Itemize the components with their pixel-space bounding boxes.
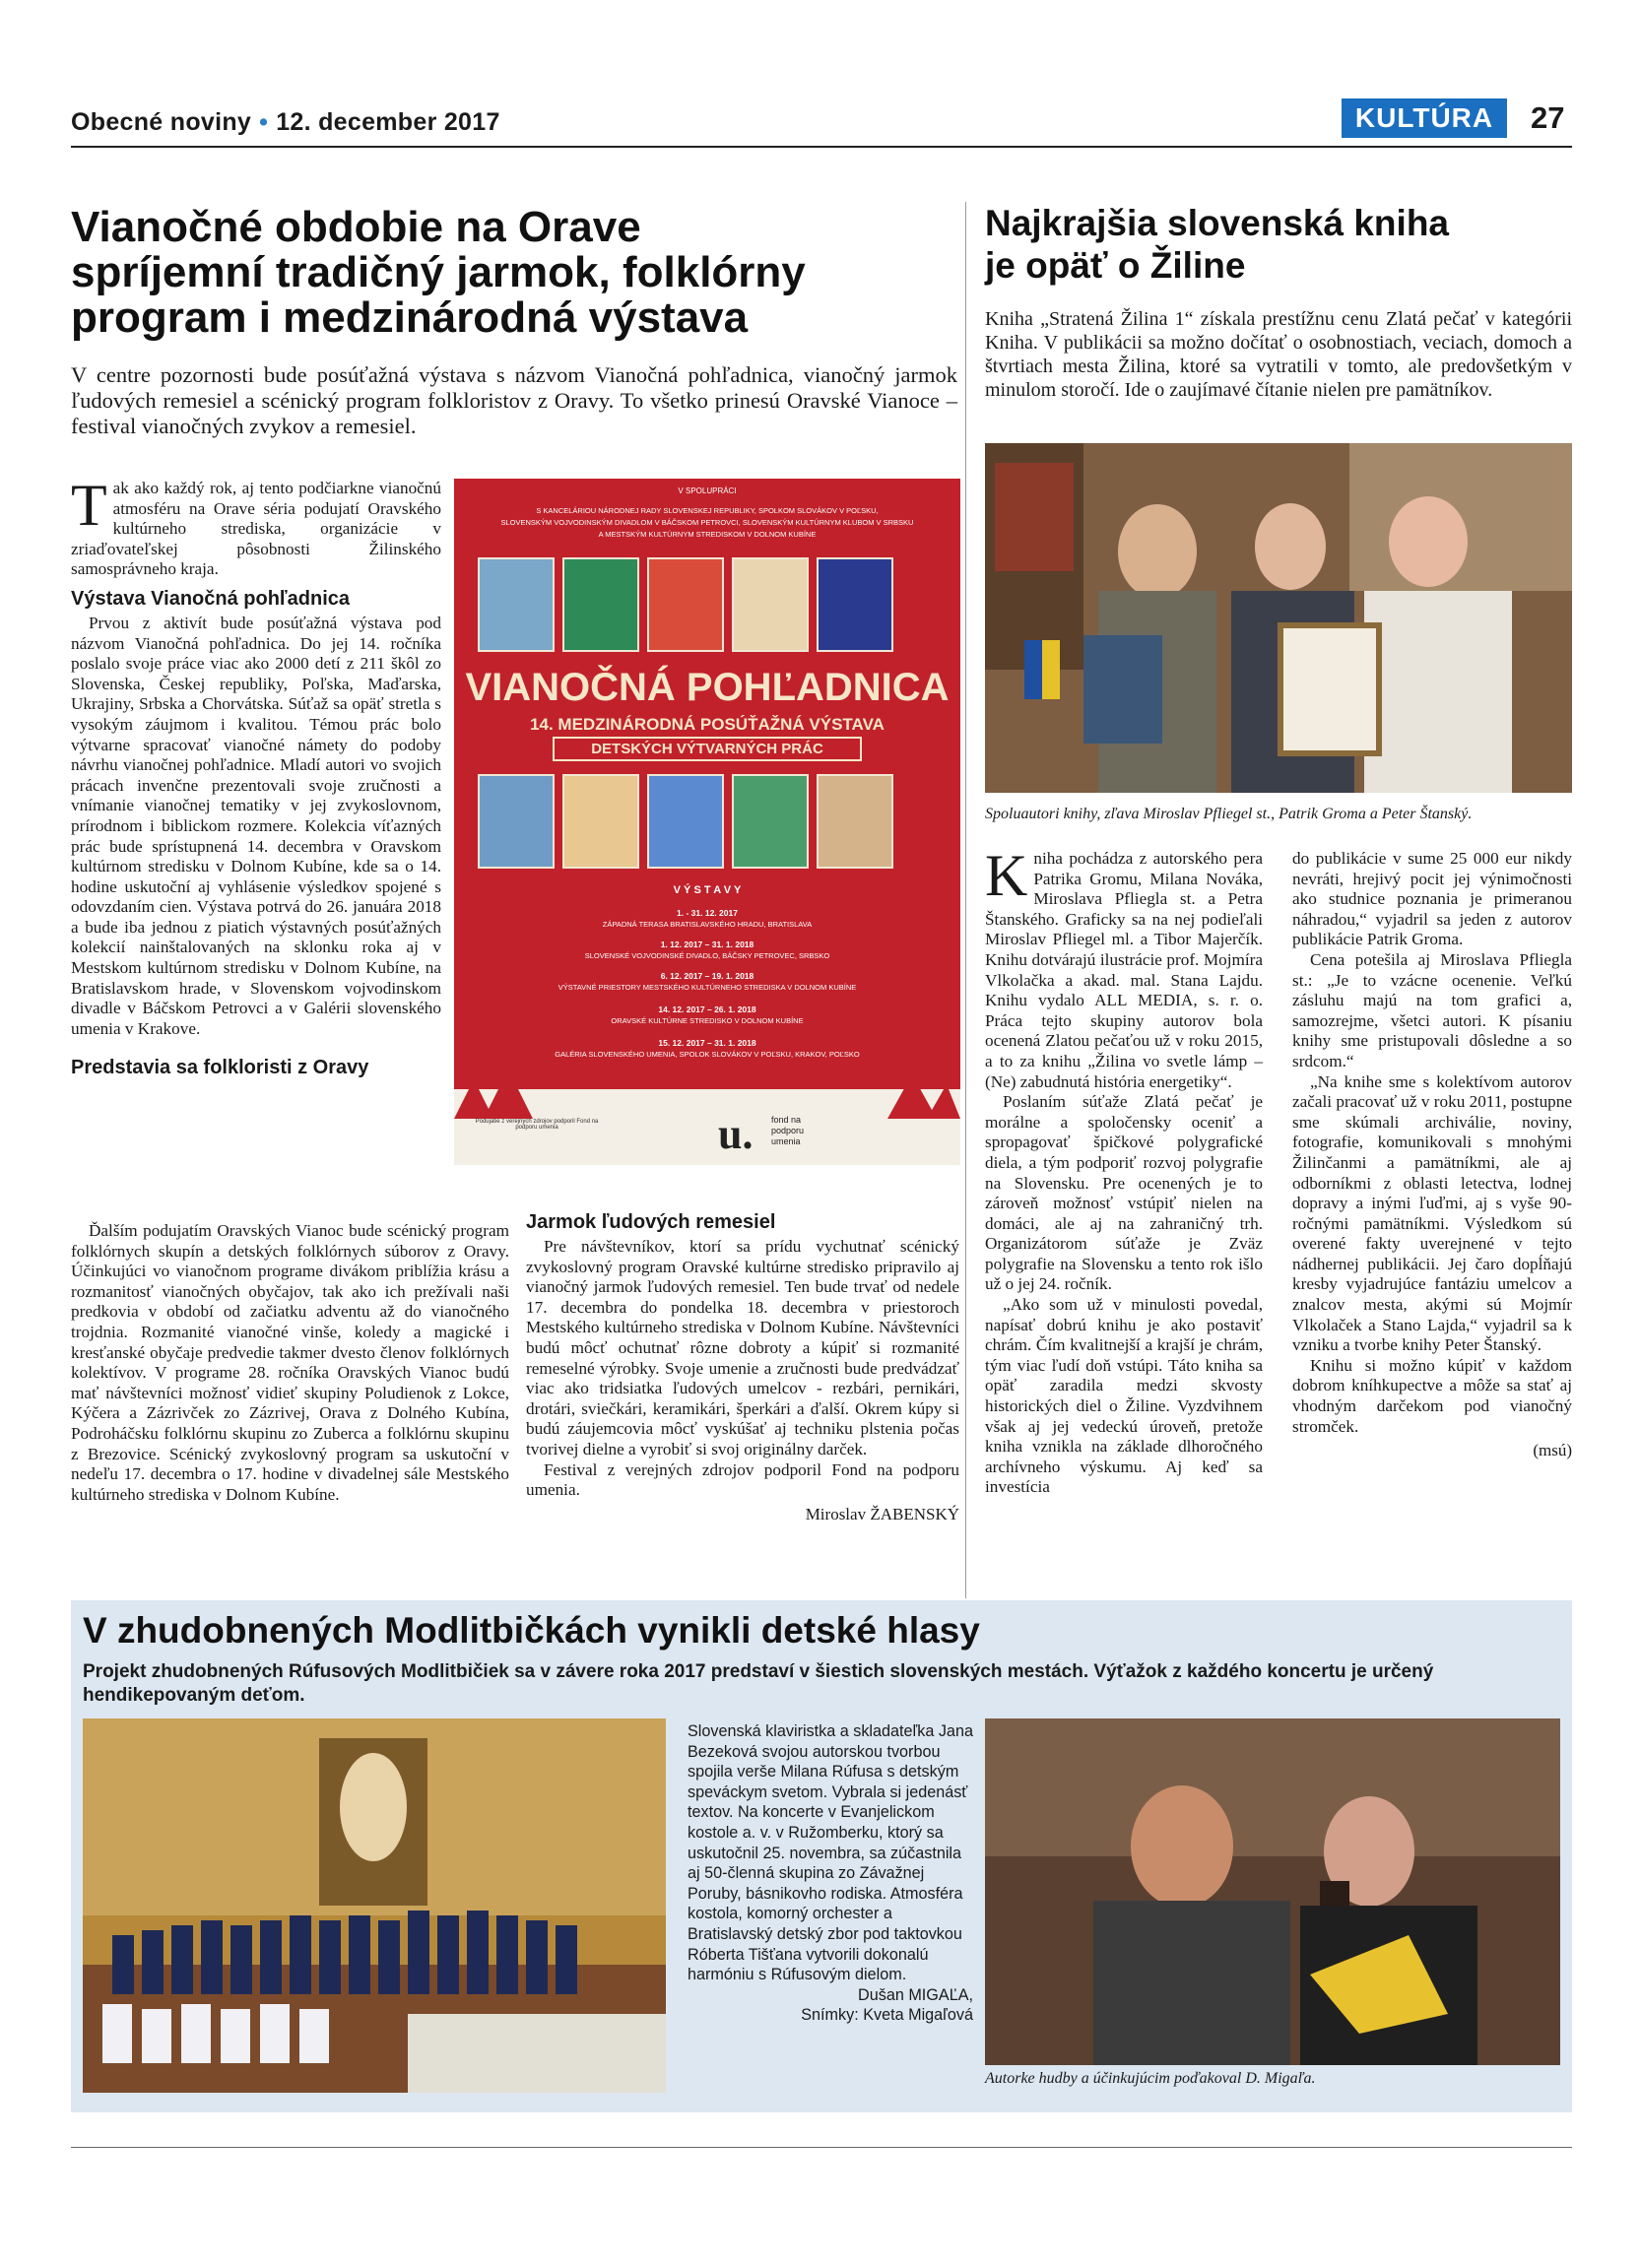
main-column-folklore <box>71 1221 509 1505</box>
poster-image: V SPOLUPRÁCI S KANCELÁRIOU NÁRODNEJ RADY SLOVENSKEJ REPUBLIKY, SPOLKOM SLOVÁKOV V POĽSKU, SLOVENSKÝM VOJVODINSKÝM DIVADLOM V BÁČSKOM PETROVCI, SLOVENSKÝM KULTÚRNYM KLUBOM V SRBSKU A MESTSKÝM KULTÚRNYM STREDISKOM V DOLNOM KUBÍNE VIANOČNÁ POHĽADNICA 14. MEDZINÁRODNÁ POSÚŤAŽNÁ VÝSTAVA DETSKÝCH VÝTVARNÝCH PRÁC V Ý S T A V Y 1. - 31. 12. 2017 ZÁPADNÁ TERASA BRATISLAVSKÉHO HRADU, BRATISLAVA 1. 12. 2017 – 31. 1. 2018 SLOVENSKÉ VOJVODINSKÉ DIVADLO, BÁČSKY PETROVEC, SRBSKO 6. 12. 2017 – 19. 1. 2018 VÝSTAVNÉ PRIESTORY MESTSKÉHO KULTÚRNEHO STREDISKA V DOLNOM KUBÍNE 14. 12. 2017 – 26. 1. 2018 ORAVSKÉ KULTÚRNE STREDISKO V DOLNOM KUBÍNE 15. 12. 2017 – 31. 1. 2018 GALÉRIA SLOVENSKÉHO UMENIA, SPOLOK SLOVÁKOV V POĽSKU, KRAKOV, POĽSKO Podujatie z verejných zdrojov podporil Fond na podporu umenia u. fond na podporu umenia <box>454 479 960 1165</box>
choir-photo <box>83 1718 666 2093</box>
dropcap: T <box>71 473 107 538</box>
main-column-jarmok <box>526 1203 959 1524</box>
header-date: 12. december 2017 <box>276 108 500 136</box>
side-lead: Kniha „Stratená Žilina 1“ získala prestížnu cenu Zlatá pečať v kategórii Kniha. V publikácii sa možno dočítať o osobnostiach, veciach, domoch a štvrtiach mesta Žilina, ktoré sa vytratili v tomto, ale predovšetkým v minulom storočí. Ide o zaujímavé čítanie nielen pre pamätníkov. <box>985 308 1572 401</box>
authors-photo-caption: Spoluautori knihy, zľava Miroslav Pfliegel st., Patrik Groma a Peter Štanský. <box>985 806 1473 822</box>
header-rule <box>71 146 1572 148</box>
side-headline: Najkrajšia slovenská kniha je opäť o Žiline <box>985 203 1449 286</box>
bottom-lead: Projekt zhudobnených Rúfusových Modlitbičiek sa v závere roka 2017 predstaví v šiestich slovenských mestách. Výťažok z každého koncertu je určený hendikepovaným deťom. <box>83 1661 1434 1706</box>
paragraph-market: Pre návštevníkov, ktorí sa prídu vychutnať scénický zvykoslovný program Oravské kultúrne stredisko pripravilo aj vianočný jarmok ľudových remesiel. Ten bude trvať od nedele 17. decembra do pondelka 18. decembra v priestoroch Mestského kultúrneho strediska v Dolnom Kubíne. Návštevníci budú môcť ochutnať rôzne dobroty a kúpiť si rozmanité remeselné výrobky. Svoje umenie a zručnosti bude predvádzať viac ako tridsiatka ľudových umelcov - rezbári, pernikári, drotári, sviečkári, keramikári, šperkári a ďalší. Okrem kúpy si budú záujemcovia môcť vyskúšať aj techniku plstenia počas tvorivej dielne a vyrobiť si svoj originálny darček. <box>526 1237 959 1458</box>
poster-logo: u. <box>718 1110 754 1158</box>
subhead-folklore: Predstavia sa folkloristi z Oravy <box>71 1057 369 1079</box>
main-author: Miroslav ŽABENSKÝ <box>805 1504 959 1523</box>
side-column-2: do publikácie v sume 25 000 eur nikdy nevráti, hrejivý pocit jej výnimočnosti ako studnice poznania je primeranou náhradou,“ vyjadril sa jeden z autorov publikácie Patrik Groma. Cena potešila aj Miroslava Pfliegla st.: „Je to vzácne ocenenie. Veľkú zásluhu majú na tom grafici a, samozrejme, všetci autori. K písaniu knihy sme pristupovali dôsledne a so srdcom.“ „Na knihe sme s kolektívom autorov začali pracovať už v roku 2011, postupne sme skúmali archiválie, noviny, fotografie, komunikovali s mnohými Žilinčanmi a pamätníkmi, ale aj odborníkmi z oblasti letectva, lodnej dopravy a inými ľuďmi, aj s vyše 90-ročnými pamätníkmi. Výsledkom sú overené fakty uverejnené v tejto nádhernej publikácii. Jej čaro dopĺňajú kresby vyjadrujúce fantáziu umelcov a znalcov mesta, akými sú Mojmír Vlkolaček a Stano Lajda,“ vyjadril sa k vzniku a tvorbe knihy Peter Štanský. Knihu si možno kúpiť v každom dobrom kníhkupectve a môže sa stať aj vhodným darčekom pod vianočný stromček. (msú) <box>1292 849 1572 1460</box>
side-dropcap: K <box>985 843 1028 908</box>
side-author: (msú) <box>1533 1441 1572 1460</box>
paragraph-support: Festival z verejných zdrojov podporil Fond na podporu umenia. <box>526 1459 959 1500</box>
page-number: 27 <box>1531 100 1565 135</box>
subhead-market: Jarmok ľudových remesiel <box>526 1211 776 1233</box>
thanks-photo <box>985 1718 1560 2065</box>
intro-text: ak ako každý rok, aj tento podčiarkne vianočnú atmosféru na Orave séria podujatí Oravského kultúrneho strediska, organizácie v zriaďovateľskej pôsobnosti Žilinského samosprávneho kraja. <box>71 479 441 579</box>
paragraph-folklore: Ďalším podujatím Oravských Vianoc bude scénický program folklórnych skupín a detských folklórnych súborov z Oravy. Účinkujúci vo vianočnom programe divákom priblížia krásu a rozmanitosť vianočných obyčajov, tak ako ich prežívali naši predkovia v období od začiatku adventu až do vianočného trojdnia. Rozmanité vianočné vinše, koledy a magické i kresťanské obyčaje predvedie takmer dvesto členov folklórnych kolektívov. V programe 28. ročníka Oravských Vianoc budú mať návštevníci možnosť vidieť skupiny Poludienok z Lokce, Kýčera a Zázrivček zo Zázrivej, Orava z Dolného Kubína, Podroháčsku folklórnu skupinu zo Zuberca a folklórnu skupinu z Brezovice. Scénický zvykoslovný program sa uskutoční v nedeľu 17. decembra o 17. hodine v divadelnej sále Mestského kultúrneho strediska v Dolnom Kubíne. <box>71 1221 509 1504</box>
header-separator: • <box>259 108 269 136</box>
main-lead: V centre pozornosti bude posúťažná výstava s názvom Vianočná pohľadnica, vianočný jarmok ľudových remesiel a scénický program folkloristov z Oravy. To všetko prinesú Oravské Vianoce – festival vianočných zvykov a remesiel. <box>71 362 957 438</box>
section-label: KULTÚRA <box>1342 98 1507 138</box>
authors-photo <box>985 443 1572 793</box>
bottom-photo-credit: Snímky: Kveta Migaľová <box>801 2006 973 2025</box>
main-column-1 <box>71 473 441 1082</box>
subhead-exhibition: Výstava Vianočná pohľadnica <box>71 587 350 610</box>
footer-rule <box>71 2147 1572 2148</box>
paragraph-exhibition: Prvou z aktivít bude posúťažná výstava pod názvom Vianočná pohľadnica. Do jej 14. ročníka poslalo svoje práce viac ako 2000 detí z 211 škôl zo Slovenska, Českej republiky, Poľska, Maďarska, Ukrajiny, Srbska a Chorvátska. Súťaž sa opäť stretla s vysokým záujmom i kvalitou. Témou prác bolo výtvarne spracovať vianočné námety do podoby návrhu vianočnej pohľadnice. Mladí autori vo svojich prácach invenčne prezentovali svoje zručnosti a vnímanie vianočnej tematiky v jej zvykoslovnom, prírodnom i biblickom rozmere. Kolekcia víťazných prác bude sprístupnená 14. decembra v Oravskom kultúrnom stredisku v Dolnom Kubíne, kde sa o 14. hodine uskutoční aj vyhlásenie výsledkov spojené s odovzdaním cien. Výstava potrvá do 26. januára 2018 a bude iba jednou z piatich výstavných posúťažných kolekcií nainštalovaných na sklonku roka aj v Mestskom kultúrnom stredisku v Dolnom Kubíne, na Bratislavskom hrade, v Slovenskom vojvodinskom divadle v Báčskom Petrovci a v Galérii slovenského umenia v Krakove. <box>71 613 441 1038</box>
bottom-author: Dušan MIGAĽA, <box>858 1985 973 2004</box>
bottom-headline: V zhudobnených Modlitbičkách vynikli detské hlasy <box>83 1610 980 1651</box>
bottom-text: Slovenská klaviristka a skladateľka Jana Bezeková svojou autorskou tvorbou spojila verše Milana Rúfusa s detským speváckym svetom. Vybrala si jedenásť textov. Na koncerte v Evanjelickom kostole a. v. v Ružomberku, ktorý sa uskutočnil 25. novembra, sa zúčastnila aj 50-členná skupina zo Závažnej Poruby, básnikovho rodiska. Atmosféra kostola, komorný orchester a Bratislavský detský zbor pod taktovkou Róberta Tišťana vytvorili dokonalú harmóniu s Rúfusovým dielom. Dušan MIGAĽA, Snímky: Kveta Migaľová <box>688 1722 973 2025</box>
thanks-photo-caption: Autorke hudby a účinkujúcim poďakoval D. Migaľa. <box>985 2070 1316 2087</box>
side-column-1: Kniha pochádza z autorského pera Patrika Gromu, Milana Nováka, Miroslava Pfliegla st. a Petra Štanského. Graficky sa na nej podieľali Miroslav Pfliegel ml. a Tibor Majerčík. Knihu dotvárajú ilustrácie prof. Mojmíra Vlkolačka a akad. mal. Stana Lajdu. Knihu vydalo ALL MEDIA, s. r. o. Práca tejto skupiny autorov bola ocenená Zlatou pečaťou už v roku 2015, a to za knihu „Žilina vo svetle lámp – (Ne) zabudnutá história energetiky“. Poslaním súťaže Zlatá pečať je morálne a spoločensky oceniť a spropagovať špičkové polygrafické diela, a tým podporiť rozvoj polygrafie na Slovensku. Pre ocenených je to zároveň možnosť vstúpiť nielen na domáci, ale aj na zahraničný trh. Organizátorom súťaže je Zväz polygrafie na Slovensku a tento rok išlo už o jej 24. ročník. „Ako som už v minulosti povedal, napísať dobrú knihu je ako postaviť chrám. Čím kvalitnejší a krajší je chrám, tým viac ľudí doň vstúpi. Táto kniha sa opäť zaradila medzi skvosty historických diel o Žiline. Vyzdvihnem však aj jej vedeckú úroveň, pretože kniha vznikla na základe dlhoročného archívneho výskumu. Aj keď sa investícia <box>985 843 1263 1497</box>
header-paper-name: Obecné noviny <box>71 108 252 136</box>
column-divider <box>965 202 966 1598</box>
header-paper-date <box>71 108 500 137</box>
main-headline: Vianočné obdobie na Orave spríjemní tradičný jarmok, folklórny program i medzinárodná výstava <box>71 203 806 342</box>
poster-title: VIANOČNÁ POHĽADNICA <box>465 666 950 709</box>
poster-trees <box>454 1069 960 1165</box>
